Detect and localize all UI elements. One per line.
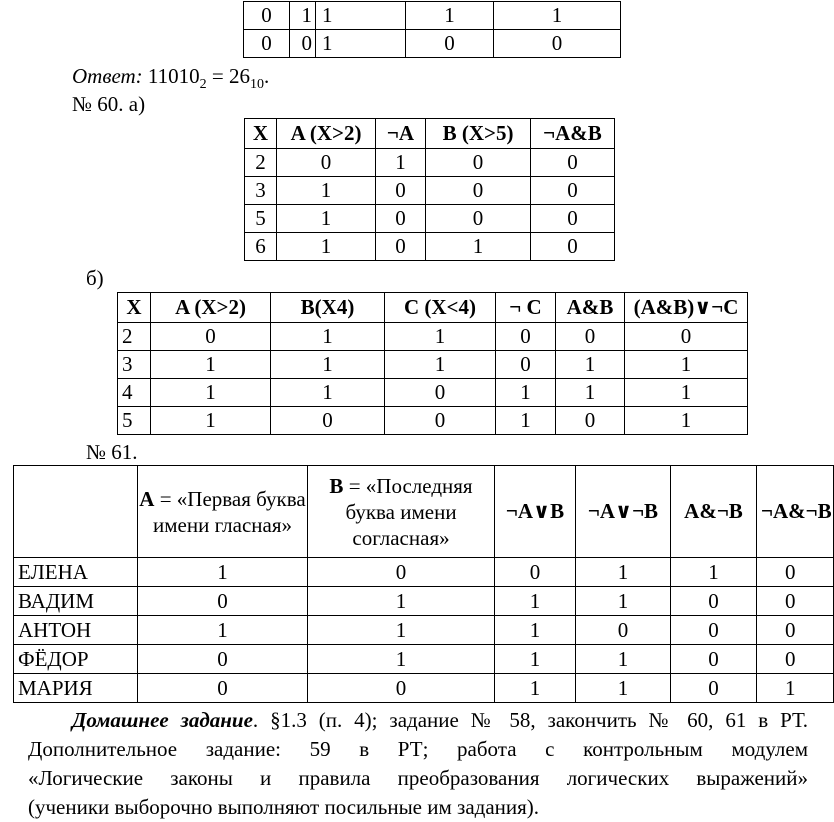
table-cell: 1 (138, 616, 308, 645)
table-header-a (138, 466, 308, 558)
table-header-row (14, 466, 834, 558)
homework-text-1: . §1.3 (п. 4); задание № 58, закончить № 60, 61 в РТ. (252, 708, 808, 732)
table-cell: 1 (406, 2, 494, 30)
table-row (14, 587, 834, 616)
table-cell: 1 (151, 379, 271, 407)
task61-title: № 61. (86, 440, 138, 464)
header-a-text: = «Первая буква имени гласная» (153, 486, 306, 537)
table-cell: АНТОН (14, 616, 138, 645)
table-cell: 1 (271, 379, 385, 407)
homework-line-1 (28, 706, 808, 735)
table-cell: 1 (625, 351, 748, 379)
table-cell: 1 (556, 379, 625, 407)
table-cell: 0 (496, 351, 556, 379)
table-cell: 1 (576, 674, 671, 703)
table-cell: 0 (671, 645, 757, 674)
table-cell: МАРИЯ (14, 674, 138, 703)
table-cell: 0 (426, 177, 531, 205)
table-cell: 3 (118, 351, 151, 379)
homework-line-4: (ученики выборочно выполняют посильные им задания). (28, 795, 540, 819)
table-cell: 0 (277, 149, 376, 177)
table-cell: 0 (671, 616, 757, 645)
table-cell: 0 (406, 30, 494, 58)
table-cell: 0 (244, 30, 290, 58)
table-a (244, 118, 615, 261)
table-header-b (308, 466, 495, 558)
table-header: ¬ C (496, 293, 556, 323)
table-cell: 1 (495, 587, 576, 616)
table-cell: 0 (496, 323, 556, 351)
table-header: (A&B)∨¬C (625, 293, 748, 323)
table-cell: 1 (625, 379, 748, 407)
homework-label: Домашнее задание (72, 708, 253, 732)
table-header: A (X>2) (151, 293, 271, 323)
table-cell: ФЁДОР (14, 645, 138, 674)
table-header: ¬A (376, 119, 426, 149)
table-cell: 0 (531, 233, 615, 261)
table-cell: 1 (496, 379, 556, 407)
table-header: ¬A∨B (495, 466, 576, 558)
header-a-bold: A (139, 486, 155, 511)
answer-line (72, 66, 269, 92)
table-cell: 1 (151, 351, 271, 379)
table-cell: 0 (757, 558, 834, 587)
table-header: B(X4) (271, 293, 385, 323)
table-cell: 0 (308, 674, 495, 703)
table-cell: 1 (385, 351, 496, 379)
table-cell: 1 (277, 205, 376, 233)
table-cell: ВАДИМ (14, 587, 138, 616)
table-cell: 1 (671, 558, 757, 587)
table-cell: 1 (495, 674, 576, 703)
table-row (118, 351, 748, 379)
table-cell: 1 (576, 587, 671, 616)
table-row (245, 149, 615, 177)
table-row (14, 558, 834, 587)
table-header: ¬A&¬B (757, 466, 834, 558)
table-header: ¬A∨¬B (576, 466, 671, 558)
table-row (245, 177, 615, 205)
answer-decimal: 26 (228, 64, 250, 88)
table-cell: 1 (308, 587, 495, 616)
table-cell: 1 (376, 149, 426, 177)
answer-binary: 11010 (147, 64, 200, 88)
answer-label: Ответ: (72, 64, 143, 88)
table-cell: 1 (138, 558, 308, 587)
table-cell: 0 (244, 2, 290, 30)
table-header: A (X>2) (277, 119, 376, 149)
table-cell: 0 (671, 587, 757, 616)
table-cell: 1 (426, 233, 531, 261)
header-b-bold: B (329, 473, 344, 498)
header-b-text: = «Последняя буква имени согласная» (343, 473, 473, 550)
table-cell: 1 (277, 177, 376, 205)
table-cell: 0 (426, 205, 531, 233)
table-row (244, 2, 621, 30)
table-cell: 1 (496, 407, 556, 435)
table-cell: 0 (138, 674, 308, 703)
table-cell: ЕЛЕНА (14, 558, 138, 587)
table-cell: 0 (757, 587, 834, 616)
table-cell: 2 (245, 149, 277, 177)
table-cell: 0 (376, 205, 426, 233)
table-header: ¬A&B (531, 119, 615, 149)
table-cell: 0 (531, 205, 615, 233)
table-top (243, 1, 621, 58)
table-row (118, 323, 748, 351)
table-cell: 0 (151, 323, 271, 351)
answer-end: . (263, 64, 270, 88)
table-cell: 0 (556, 407, 625, 435)
table-row (14, 616, 834, 645)
table-cell: 3 (245, 177, 277, 205)
table-cell: 1 (271, 323, 385, 351)
table-header: A&B (556, 293, 625, 323)
table-cell: 1 (625, 407, 748, 435)
table-cell: 0 (757, 645, 834, 674)
table-header-empty (14, 466, 138, 558)
table-cell: 0 (426, 149, 531, 177)
table-cell: 1 (576, 645, 671, 674)
table-cell: 0 (494, 30, 621, 58)
table-cell: 0 (757, 616, 834, 645)
table-row (118, 379, 748, 407)
table-cell: 5 (118, 407, 151, 435)
table-cell: 0 (138, 645, 308, 674)
homework-line-2: Дополнительное задание: 59 в РТ; работа с контрольным модулем (28, 737, 808, 761)
table-cell: 1 (316, 30, 406, 58)
answer-decimal-base: 10 (249, 77, 264, 93)
table-cell: 1 (316, 2, 406, 30)
table-cell: 0 (576, 616, 671, 645)
table-cell: 0 (376, 233, 426, 261)
table-cell: 0 (376, 177, 426, 205)
table-row (244, 30, 621, 58)
table-row (14, 645, 834, 674)
table-header: C (X<4) (385, 293, 496, 323)
table-header: B (X>5) (426, 119, 531, 149)
task60-title: № 60. а) (72, 92, 146, 116)
homework-paragraph (28, 706, 808, 822)
table-row (14, 674, 834, 703)
table-cell: 0 (495, 558, 576, 587)
table-header-row (245, 119, 615, 149)
table-cell: 0 (308, 558, 495, 587)
table-cell: 0 (531, 177, 615, 205)
table-row (245, 205, 615, 233)
table-cell: 1 (277, 233, 376, 261)
table-cell: 1 (385, 323, 496, 351)
table-cell: 1 (495, 645, 576, 674)
table-cell: 0 (671, 674, 757, 703)
table-cell: 1 (556, 351, 625, 379)
table-header: X (118, 293, 151, 323)
table-cell: 0 (385, 379, 496, 407)
answer-binary-base: 2 (199, 77, 207, 93)
table-cell: 4 (118, 379, 151, 407)
table-row (118, 407, 748, 435)
table-cell: 1 (271, 351, 385, 379)
homework-line-3: «Логические законы и правила преобразования логических выражений» (28, 766, 808, 790)
table-cell: 1 (151, 407, 271, 435)
table-cell: 0 (556, 323, 625, 351)
table-header: X (245, 119, 277, 149)
task60-part-b: б) (86, 266, 104, 290)
table-cell: 1 (576, 558, 671, 587)
table-cell: 2 (118, 323, 151, 351)
table-cell: 1 (308, 645, 495, 674)
table-cell: 0 (385, 407, 496, 435)
table-b (117, 292, 748, 435)
table-cell: 0 (271, 407, 385, 435)
table-cell: 1 (290, 2, 316, 30)
table-61 (13, 465, 834, 703)
table-cell: 5 (245, 205, 277, 233)
table-header: A&¬B (671, 466, 757, 558)
table-cell: 1 (495, 616, 576, 645)
table-cell: 6 (245, 233, 277, 261)
table-cell: 1 (308, 616, 495, 645)
answer-equals: = (206, 64, 229, 88)
table-cell: 1 (494, 2, 621, 30)
table-cell: 0 (290, 30, 316, 58)
table-cell: 0 (531, 149, 615, 177)
table-cell: 1 (757, 674, 834, 703)
table-row (245, 233, 615, 261)
table-header-row (118, 293, 748, 323)
table-cell: 0 (625, 323, 748, 351)
table-cell: 0 (138, 587, 308, 616)
